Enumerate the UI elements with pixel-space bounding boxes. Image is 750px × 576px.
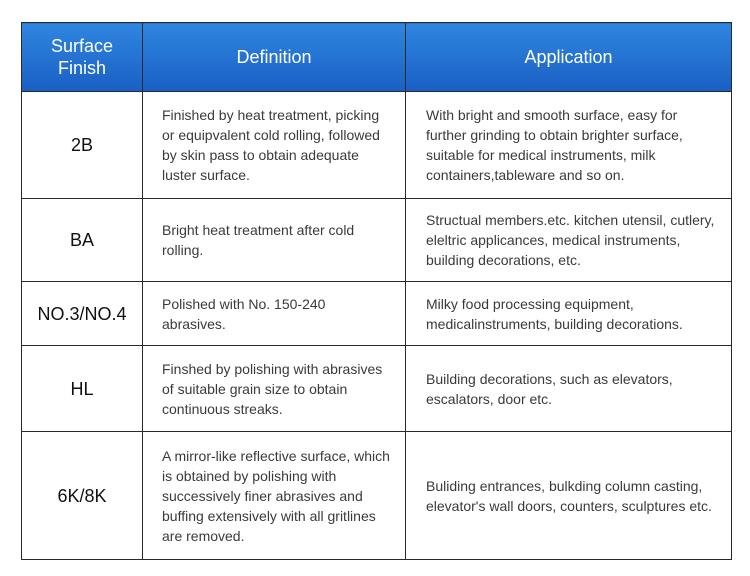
finish-cell: 2B [22,92,143,199]
definition-cell: Bright heat treatment after cold rolling. [143,199,406,282]
definition-cell: Finished by heat treatment, picking or equipvalent cold rolling, followed by skin pass to obtain adequate luster surface. [143,92,406,199]
application-cell: With bright and smooth surface, easy for further grinding to obtain brighter surface, suitable for medical instruments, milk containers,tableware and so on. [406,92,732,199]
definition-cell: Finshed by polishing with abrasives of suitable grain size to obtain continuous streaks. [143,346,406,432]
header-definition: Definition [143,23,406,92]
table-row [22,199,732,282]
application-cell: Building decorations, such as elevators, escalators, door etc. [406,346,732,432]
application-cell: Structual members.etc. kitchen utensil, cutlery, eleltric applicances, medical instruments, building decorations, etc. [406,199,732,282]
application-cell: Milky food processing equipment, medicalinstruments, building decorations. [406,282,732,346]
table-row [22,92,732,199]
finish-cell: HL [22,346,143,432]
table-header-row [22,23,732,92]
application-cell: Buliding entrances, bulkding column casting, elevator's wall doors, counters, sculptures etc. [406,432,732,560]
header-surface-finish-label: Surface Finish [50,36,114,78]
header-application: Application [406,23,732,92]
table-row [22,346,732,432]
header-surface-finish [22,23,143,92]
surface-finish-table-container [21,22,731,560]
definition-cell: A mirror-like reflective surface, which is obtained by polishing with successively finer abrasives and buffing extensively with all gritlines are removed. [143,432,406,560]
table-row [22,282,732,346]
definition-cell: Polished with No. 150-240 abrasives. [143,282,406,346]
finish-cell: 6K/8K [22,432,143,560]
finish-cell: BA [22,199,143,282]
finish-cell: NO.3/NO.4 [22,282,143,346]
surface-finish-table [21,22,732,560]
table-row [22,432,732,560]
